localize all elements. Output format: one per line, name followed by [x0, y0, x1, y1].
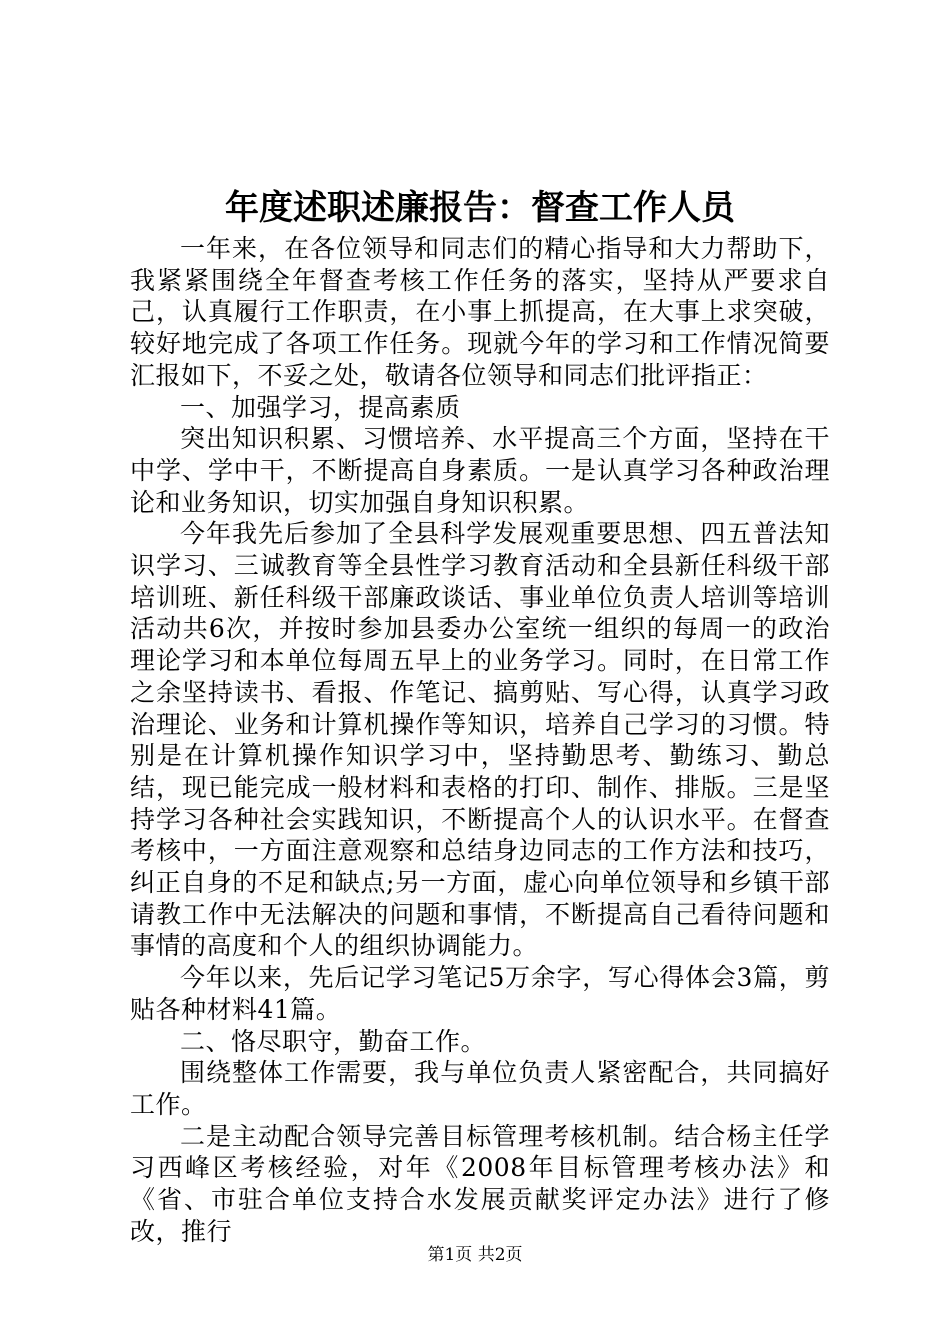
- paragraph: 今年以来，先后记学习笔记5万余字，写心得体会3篇，剪贴各种材料41篇。: [130, 963, 830, 1024]
- paragraph: 突出知识积累、习惯培养、水平提高三个方面，坚持在干中学、学中干，不断提高自身素质。一是认真学习各种政治理论和业务知识，切实加强自身知识积累。: [130, 424, 830, 517]
- section-heading-2: 二、恪尽职守，勤奋工作。: [180, 1026, 487, 1056]
- document-title: 年度述职述廉报告：督查工作人员: [225, 188, 735, 228]
- document-body: [130, 233, 830, 1248]
- page-number-footer: 第1页 共2页: [427, 1245, 523, 1265]
- section-heading-1: 一、加强学习，提高素质: [180, 392, 461, 422]
- paragraph: 二是主动配合领导完善目标管理考核机制。结合杨主任学习西峰区考核经验，对年《2008年目标管理考核办法》和《省、市驻合单位支持合水发展贡献奖评定办法》进行了修改，推行: [130, 1121, 830, 1246]
- paragraph: 今年我先后参加了全县科学发展观重要思想、四五普法知识学习、三诚教育等全县性学习教育活动和全县新任科级干部培训班、新任科级干部廉政谈话、事业单位负责人培训等培训活动共6次，并按时参加县委办公室统一组织的每周一的政治理论学习和本单位每周五早上的业务学习。同时，在日常工作之余坚持读书、看报、作笔记、搞剪贴、写心得，认真学习政治理论、业务和计算机操作等知识，培养自己学习的习惯。特别是在计算机操作知识学习中，坚持勤思考、勤练习、勤总结，现已能完成一般材料和表格的打印、制作、排版。三是坚持学习各种社会实践知识，不断提高个人的认识水平。在督查考核中，一方面注意观察和总结身边同志的工作方法和技巧，纠正自身的不足和缺点;另一方面，虚心向单位领导和乡镇干部请教工作中无法解决的问题和事情，不断提高自己看待问题和事情的高度和个人的组织协调能力。: [130, 519, 830, 961]
- paragraph-intro: 一年来，在各位领导和同志们的精心指导和大力帮助下，我紧紧围绕全年督查考核工作任务的落实，坚持从严要求自己，认真履行工作职责，在小事上抓提高，在大事上求突破，较好地完成了各项工作任务。现就今年的学习和工作情况简要汇报如下，不妥之处，敬请各位领导和同志们批评指正：: [130, 234, 830, 390]
- paragraph: 围绕整体工作需要，我与单位负责人紧密配合，共同搞好工作。: [130, 1058, 830, 1119]
